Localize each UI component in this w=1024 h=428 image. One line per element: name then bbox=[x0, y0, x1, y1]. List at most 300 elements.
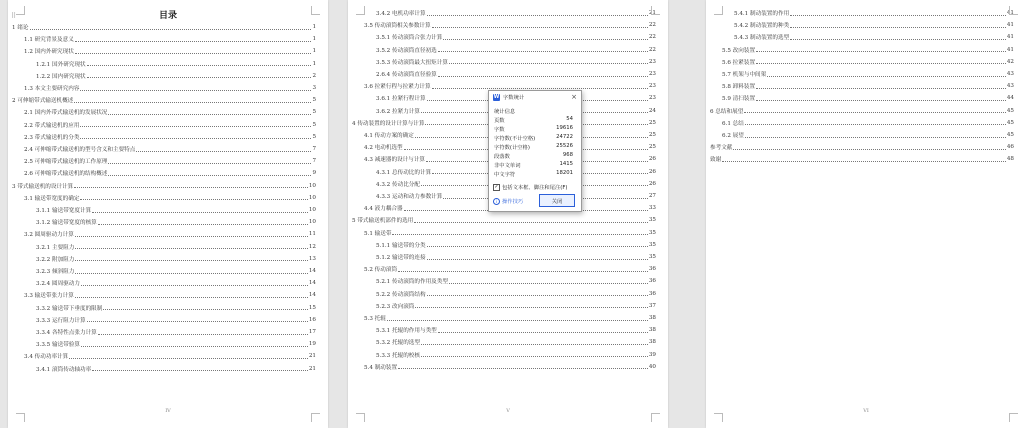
toc-entry[interactable] bbox=[722, 45, 1014, 55]
toc-leader-dots bbox=[756, 63, 1006, 64]
crop-mark bbox=[714, 413, 723, 422]
toc-entry[interactable] bbox=[24, 120, 316, 130]
toc-entry-title: 1.3 本文主要研究内容 bbox=[24, 86, 80, 92]
toc-entry-title: 3.6.1 拉紧行程计算 bbox=[376, 96, 426, 103]
toc-entry-title: 2.6 可伸缩带式输送机的结构概述 bbox=[24, 171, 108, 178]
close-icon[interactable]: × bbox=[571, 93, 577, 101]
toc-entry-page: 14 bbox=[308, 292, 316, 299]
toc-entry[interactable] bbox=[24, 156, 316, 166]
toc-entry[interactable] bbox=[722, 69, 1014, 79]
toc-entry-title: 5.8 卸料装置 bbox=[722, 84, 756, 91]
stat-value: 968 bbox=[562, 152, 573, 158]
toc-entry-title: 5.4 制动装置 bbox=[364, 364, 398, 371]
toc-entry[interactable] bbox=[24, 132, 316, 142]
toc-entry-title: 5.3.2 托辊的选型 bbox=[376, 340, 420, 347]
toc-entry-page: 1 bbox=[312, 48, 316, 55]
toc-entry-page: 45 bbox=[1006, 119, 1014, 126]
toc-entry-page: 40 bbox=[648, 363, 656, 370]
toc-entry[interactable] bbox=[376, 32, 656, 42]
toc-leader-dots bbox=[108, 114, 311, 115]
toc-entry[interactable] bbox=[710, 142, 1014, 152]
toc-leader-dots bbox=[80, 199, 307, 200]
toc-entry-page: 22 bbox=[648, 46, 656, 53]
toc-entry[interactable] bbox=[376, 45, 656, 55]
toc-entry-title: 5.6 拉紧装置 bbox=[722, 59, 756, 66]
toc-entry[interactable] bbox=[376, 240, 656, 250]
page-number: VI bbox=[863, 408, 869, 414]
toc-entry[interactable] bbox=[24, 290, 316, 300]
toc-entry-title: 2 可伸缩带式输送机概述 bbox=[12, 98, 74, 105]
toc-entry[interactable] bbox=[12, 181, 316, 191]
toc-entry-page: 9 bbox=[312, 170, 316, 177]
toc-entry[interactable] bbox=[24, 168, 316, 178]
drag-handle-icon[interactable]: ⠿ bbox=[11, 12, 17, 20]
toc-entry[interactable] bbox=[710, 154, 1014, 164]
toc-entry[interactable] bbox=[12, 95, 316, 105]
toc-leader-dots bbox=[75, 248, 307, 249]
toc-entry-page: 15 bbox=[308, 304, 316, 311]
toc-entry-page: 5 bbox=[312, 109, 316, 116]
toc-entry[interactable] bbox=[36, 59, 316, 69]
toc-leader-dots bbox=[398, 271, 648, 272]
toc-entry-title: 4 传动装置的设计计算与计算 bbox=[352, 120, 425, 127]
toc-entry-title: 5.5 改向装置 bbox=[722, 47, 756, 54]
toc-entry-title: 1.1 研究背景及意义 bbox=[24, 37, 74, 44]
toc-entry[interactable] bbox=[734, 32, 1014, 42]
stat-row bbox=[494, 170, 573, 178]
toc-leader-dots bbox=[98, 334, 308, 335]
stat-label: 非中文单词 bbox=[494, 163, 521, 169]
toc-entry-title: 2.6.4 传动滚筒直径验算 bbox=[376, 72, 437, 78]
toc-entry-page: 21 bbox=[308, 365, 316, 372]
toc-leader-dots bbox=[438, 76, 648, 77]
toc-leader-dots bbox=[756, 51, 1006, 52]
toc-leader-dots bbox=[745, 137, 1006, 138]
crop-mark bbox=[356, 6, 365, 15]
toc-leader-dots bbox=[745, 124, 1006, 125]
toc-entry[interactable] bbox=[36, 71, 316, 81]
toc-entry-title: 5.3.3 托辊的校核 bbox=[376, 352, 420, 359]
toc-entry[interactable] bbox=[710, 106, 1014, 116]
toc-entry-page: 23 bbox=[648, 58, 656, 65]
toc-entry-title: 3.2.4 圆周驱动力 bbox=[36, 281, 80, 288]
toc-entry-title: 3.5.2 传动滚筒直径初选 bbox=[376, 47, 437, 54]
toc-entry[interactable] bbox=[36, 327, 316, 337]
toc-entry-page: 12 bbox=[308, 243, 316, 250]
checkbox-check-icon[interactable]: ✓ bbox=[494, 183, 499, 190]
toc-entry[interactable] bbox=[722, 81, 1014, 91]
toc-entry-title: 4.1 传动方案的确定 bbox=[364, 133, 414, 139]
toc-leader-dots bbox=[722, 161, 1006, 162]
toc-entry-page: 26 bbox=[648, 180, 656, 187]
toc-leader-dots bbox=[75, 53, 312, 54]
toc-entry-page: 16 bbox=[308, 316, 316, 323]
toc-entry-page: 41 bbox=[1006, 22, 1014, 29]
toc-leader-dots bbox=[387, 320, 648, 321]
toc-entry-title: 1.2 国内外研究现状 bbox=[24, 49, 74, 56]
toc-leader-dots bbox=[414, 222, 648, 223]
toc-entry-page: 41 bbox=[1006, 10, 1014, 16]
toc-entry-page: 48 bbox=[1006, 156, 1014, 163]
toc-entry-title: 1.2.1 国外研究现状 bbox=[36, 61, 86, 68]
toc-entry-title: 3.6 拉紧行程与拉紧力计算 bbox=[364, 84, 431, 91]
toc-entry[interactable] bbox=[722, 93, 1014, 103]
toc-entry[interactable] bbox=[734, 8, 1014, 18]
toc-leader-dots bbox=[74, 187, 308, 188]
toc-entry[interactable] bbox=[36, 254, 316, 264]
toc-entry-title: 3.4 传动功率计算 bbox=[24, 354, 69, 361]
toc-leader-dots bbox=[733, 149, 1005, 150]
toc-entry-title: 6.2 展望 bbox=[722, 133, 744, 139]
toc-entry[interactable] bbox=[376, 69, 656, 79]
toc-entry[interactable] bbox=[24, 193, 316, 203]
stat-label: 页数 bbox=[494, 118, 505, 124]
toc-entry-page: 22 bbox=[648, 22, 656, 29]
stat-value: 19616 bbox=[556, 125, 573, 131]
toc-leader-dots bbox=[80, 138, 311, 139]
toc-entry-page: 17 bbox=[308, 329, 316, 335]
crop-mark bbox=[651, 413, 660, 422]
toc-entry-title: 致谢 bbox=[710, 157, 722, 164]
toc-entry-page: 10 bbox=[308, 194, 316, 201]
toc-entry-page: 43 bbox=[1006, 83, 1014, 90]
toc-entry[interactable] bbox=[364, 228, 656, 238]
tips-label: 操作技巧 bbox=[502, 199, 524, 205]
toc-leader-dots bbox=[80, 126, 311, 127]
stat-value: 18201 bbox=[556, 170, 573, 176]
toc-entry[interactable] bbox=[36, 266, 316, 276]
toc-leader-dots bbox=[75, 236, 308, 237]
toc-leader-dots bbox=[756, 100, 1006, 101]
toc-entry[interactable] bbox=[12, 22, 316, 32]
toc-entry-page: 5 bbox=[312, 121, 316, 128]
toc-entry-page: 21 bbox=[308, 353, 316, 360]
toc-entry[interactable] bbox=[36, 339, 316, 349]
toc-entry-page: 21 bbox=[648, 10, 656, 16]
toc-entry-title: 3.5.3 传动滚筒最大扭矩计算 bbox=[376, 59, 448, 66]
toc-entry-page: 35 bbox=[648, 217, 656, 224]
toc-entry-title: 3.2 圆周驱动力计算 bbox=[24, 232, 74, 239]
toc-entry[interactable] bbox=[364, 264, 656, 274]
toc-leader-dots bbox=[74, 102, 311, 103]
toc-leader-dots bbox=[744, 112, 1006, 113]
toc-entry[interactable] bbox=[376, 325, 656, 335]
toc-leader-dots bbox=[136, 151, 311, 152]
toc-leader-dots bbox=[756, 88, 1006, 89]
close-button[interactable]: 关闭 bbox=[539, 194, 575, 207]
toc-entry[interactable] bbox=[24, 144, 316, 154]
toc-entry-title: 3.1.2 输送带宽度的核算 bbox=[36, 220, 97, 227]
stat-value: 25526 bbox=[556, 143, 573, 149]
toc-entry-title: 5.9 清扫装置 bbox=[722, 96, 756, 103]
toc-leader-dots bbox=[81, 346, 308, 347]
stat-value: 1415 bbox=[559, 161, 573, 167]
toc-entry-title: 3.4.2 电机功率计算 bbox=[376, 11, 426, 17]
toc-entry-page: 24 bbox=[648, 107, 656, 114]
stat-row bbox=[494, 143, 573, 151]
crop-mark bbox=[648, 6, 660, 16]
toc-entry-title: 4.3.1 总传动比的计算 bbox=[376, 169, 432, 176]
tips-link[interactable] bbox=[493, 197, 523, 205]
toc-entry-title: 2.3 带式输送机的分类 bbox=[24, 134, 80, 141]
toc-entry-title: 4.3 减速器的设计与计算 bbox=[364, 157, 426, 164]
crop-mark bbox=[714, 6, 723, 15]
toc-leader-dots bbox=[790, 15, 1006, 16]
toc-entry-page: 5 bbox=[312, 133, 316, 140]
toc-entry-title: 3.3.4 各特性点张力计算 bbox=[36, 330, 97, 336]
toc-entry[interactable] bbox=[36, 205, 316, 215]
toc-entry-page: 44 bbox=[1006, 95, 1014, 102]
toc-leader-dots bbox=[443, 39, 648, 40]
toc-entry-page: 38 bbox=[648, 327, 656, 334]
toc-entry-page: 42 bbox=[1006, 58, 1014, 65]
toc-entry[interactable] bbox=[24, 46, 316, 56]
toc-entry[interactable] bbox=[24, 107, 316, 117]
toc-leader-dots bbox=[87, 65, 312, 66]
toc-entry-page: 1 bbox=[312, 24, 316, 30]
toc-entry-page: 14 bbox=[308, 280, 316, 287]
toc-entry-page: 43 bbox=[1006, 71, 1014, 77]
toc-entry[interactable] bbox=[36, 217, 316, 227]
toc-leader-dots bbox=[427, 15, 648, 16]
toc-entry-title: 3.3.2 输送带下垂度的限制 bbox=[36, 305, 103, 312]
toc-leader-dots bbox=[438, 51, 648, 52]
toc-leader-dots bbox=[415, 307, 647, 308]
toc-leader-dots bbox=[87, 321, 308, 322]
toc-entry-title: 5.7 机架与中间架 bbox=[722, 72, 767, 78]
toc-leader-dots bbox=[438, 332, 648, 333]
toc-entry-title: 2.1 国内外带式输送机的发展状况 bbox=[24, 110, 108, 117]
toc-entry-page: 2 bbox=[312, 72, 316, 79]
stat-label: 字数 bbox=[494, 127, 505, 133]
include-textbox-checkbox[interactable] bbox=[493, 183, 567, 191]
toc-entry[interactable] bbox=[722, 118, 1014, 128]
toc-entry-page: 35 bbox=[648, 229, 656, 236]
crop-mark bbox=[1006, 6, 1018, 16]
toc-entry[interactable] bbox=[364, 313, 656, 323]
toc-leader-dots bbox=[427, 295, 648, 296]
document-page-3 bbox=[706, 0, 1024, 428]
toc-entry-page: 36 bbox=[648, 290, 656, 297]
dialog-title: 字数统计 bbox=[503, 95, 525, 101]
checkbox-label: 包括文本框、脚注和尾注(F) bbox=[502, 185, 568, 191]
toc-leader-dots bbox=[75, 41, 312, 42]
toc-entry[interactable] bbox=[376, 301, 656, 311]
toc-entry-page: 11 bbox=[308, 231, 316, 238]
stat-label: 字符数(不计空格) bbox=[494, 136, 536, 142]
toc-leader-dots bbox=[790, 39, 1006, 40]
toc-entry[interactable] bbox=[376, 252, 656, 262]
toc-entry[interactable] bbox=[722, 57, 1014, 67]
toc-entry-title: 3 带式输送机的设计计算 bbox=[12, 183, 74, 190]
toc-entry-title: 4.3.3 运动和动力参数计算 bbox=[376, 194, 443, 200]
toc-leader-dots bbox=[449, 283, 648, 284]
toc-entry-title: 4.2 电动机选型 bbox=[364, 145, 403, 152]
toc-entry[interactable] bbox=[24, 229, 316, 239]
page-number: V bbox=[506, 408, 510, 414]
toc-title: 目录 bbox=[158, 11, 177, 21]
toc-leader-dots bbox=[427, 259, 648, 260]
stat-row bbox=[494, 125, 573, 133]
toc-entry[interactable] bbox=[376, 276, 656, 286]
toc-entry[interactable] bbox=[24, 351, 316, 361]
crop-mark bbox=[311, 413, 320, 422]
crop-mark bbox=[311, 6, 320, 15]
toc-entry[interactable] bbox=[734, 20, 1014, 30]
toc-entry-page: 1 bbox=[312, 60, 316, 67]
toc-entry-title: 5.2.1 传动滚筒的作用及类型 bbox=[376, 279, 448, 286]
toc-entry-page: 25 bbox=[648, 132, 656, 138]
toc-entry-title: 3.6.2 拉紧力计算 bbox=[376, 108, 420, 115]
toc-entry-title: 4.3.2 传动比分配 bbox=[376, 181, 420, 188]
toc-entry-page: 37 bbox=[648, 302, 656, 309]
toc-entry-title: 5.3 托辊 bbox=[364, 316, 386, 322]
stat-value: 54 bbox=[566, 116, 573, 122]
toc-entry[interactable] bbox=[376, 337, 656, 347]
crop-mark bbox=[1009, 413, 1018, 422]
toc-entry[interactable] bbox=[722, 130, 1014, 140]
toc-entry-title: 3.3.3 运行阻力计算 bbox=[36, 317, 86, 324]
toc-leader-dots bbox=[398, 368, 648, 369]
toc-leader-dots bbox=[432, 88, 648, 89]
toc-entry-page: 22 bbox=[648, 34, 656, 41]
toc-leader-dots bbox=[392, 234, 647, 235]
toc-entry[interactable] bbox=[376, 8, 656, 18]
toc-leader-dots bbox=[767, 76, 1006, 77]
toc-entry-page: 35 bbox=[648, 241, 656, 248]
toc-entry-title: 5.1.1 输送带的分类 bbox=[376, 242, 426, 249]
toc-leader-dots bbox=[108, 175, 311, 176]
toc-entry-page: 41 bbox=[1006, 46, 1014, 53]
toc-entry-title: 6 总结和展望 bbox=[710, 108, 744, 115]
toc-entry-title: 6.1 总结 bbox=[722, 120, 744, 127]
crop-mark bbox=[356, 413, 365, 422]
toc-entry-page: 3 bbox=[312, 85, 316, 91]
toc-entry-page: 23 bbox=[648, 83, 656, 90]
toc-entry-title: 1 绪论 bbox=[12, 25, 29, 31]
toc-entry-page: 13 bbox=[308, 255, 316, 262]
toc-entry-page: 38 bbox=[648, 315, 656, 321]
toc-leader-dots bbox=[80, 90, 311, 91]
toc-entry[interactable] bbox=[376, 57, 656, 67]
wps-logo-icon: W bbox=[493, 94, 500, 100]
toc-entry[interactable] bbox=[364, 20, 656, 30]
document-page-1 bbox=[8, 0, 328, 428]
stat-row bbox=[494, 161, 573, 169]
toc-entry-page: 26 bbox=[648, 168, 656, 175]
stat-label: 字符数(计空格) bbox=[494, 145, 530, 151]
toc-entry-page: 45 bbox=[1006, 132, 1014, 138]
toc-entry-page: 10 bbox=[308, 219, 316, 226]
toc-entry-title: 5.4.3 制动装置的选型 bbox=[734, 35, 790, 42]
toc-entry-title: 参考文献 bbox=[710, 145, 733, 152]
toc-entry-page: 23 bbox=[648, 71, 656, 77]
toc-entry[interactable] bbox=[24, 34, 316, 44]
toc-entry-page: 45 bbox=[1006, 107, 1014, 114]
stat-row bbox=[494, 116, 573, 124]
toc-entry[interactable] bbox=[376, 350, 656, 360]
toc-entry-page: 26 bbox=[648, 156, 656, 163]
toc-entry-title: 5 带式输送机部件的选用 bbox=[352, 218, 414, 225]
toc-entry-title: 3.3.5 输送带验算 bbox=[36, 342, 80, 349]
toc-entry[interactable] bbox=[36, 278, 316, 288]
stat-row bbox=[494, 134, 573, 142]
toc-leader-dots bbox=[108, 163, 311, 164]
toc-entry-page: 36 bbox=[648, 266, 656, 273]
toc-entry-title: 2.5 可伸缩带式输送机的工作原理 bbox=[24, 159, 108, 166]
toc-entry-page: 41 bbox=[1006, 34, 1014, 41]
toc-entry-title: 5.2.3 改向滚筒 bbox=[376, 303, 415, 310]
toc-entry-title: 5.4.1 制动装置的作用 bbox=[734, 11, 790, 17]
toc-entry-title: 3.1.1 输送带宽度计算 bbox=[36, 208, 92, 214]
toc-entry[interactable] bbox=[36, 315, 316, 325]
toc-leader-dots bbox=[421, 356, 648, 357]
toc-entry[interactable] bbox=[36, 303, 316, 313]
toc-entry[interactable] bbox=[376, 289, 656, 299]
toc-entry[interactable] bbox=[364, 362, 656, 372]
toc-entry-page: 46 bbox=[1006, 144, 1014, 151]
toc-entry-title: 3.5.1 传动滚筒合张力计算 bbox=[376, 35, 443, 42]
stat-row bbox=[494, 152, 573, 160]
toc-entry-page: 25 bbox=[648, 144, 656, 151]
toc-leader-dots bbox=[427, 246, 648, 247]
toc-entry-title: 2.4 可伸缩带式输送机的型号含义和主要特点 bbox=[24, 147, 136, 153]
toc-leader-dots bbox=[75, 297, 308, 298]
toc-entry-title: 3.5 传动滚筒相关参数计算 bbox=[364, 23, 431, 30]
toc-leader-dots bbox=[75, 260, 307, 261]
toc-leader-dots bbox=[790, 27, 1006, 28]
toc-leader-dots bbox=[449, 63, 648, 64]
toc-entry-page: 39 bbox=[648, 351, 656, 358]
toc-leader-dots bbox=[75, 273, 307, 274]
toc-entry-page: 27 bbox=[648, 193, 656, 199]
word-count-dialog bbox=[488, 90, 582, 212]
toc-entry[interactable] bbox=[36, 364, 316, 374]
toc-entry-page: 23 bbox=[648, 95, 656, 102]
crop-mark bbox=[16, 6, 25, 15]
toc-leader-dots bbox=[69, 358, 308, 359]
toc-entry-title: 2.2 带式输送机的应用 bbox=[24, 122, 80, 129]
toc-leader-dots bbox=[432, 27, 648, 28]
toc-entry-title: 5.1.2 输送带的连接 bbox=[376, 255, 426, 261]
stat-value: 24722 bbox=[556, 134, 573, 140]
toc-entry[interactable] bbox=[24, 83, 316, 93]
toc-leader-dots bbox=[98, 224, 308, 225]
stat-label: 中文字符 bbox=[494, 172, 516, 178]
toc-entry[interactable] bbox=[352, 215, 656, 225]
toc-entry-title: 4.4 液力耦合器 bbox=[364, 206, 403, 213]
toc-entry-page: 10 bbox=[308, 207, 316, 213]
toc-entry-page: 38 bbox=[648, 339, 656, 346]
toc-leader-dots bbox=[421, 344, 648, 345]
toc-entry-page: 35 bbox=[648, 254, 656, 260]
toc-entry-title: 3.1 输送带宽度的确定 bbox=[24, 195, 80, 202]
toc-entry-page: 7 bbox=[312, 158, 316, 165]
toc-entry-title: 3.2.1 主要阻力 bbox=[36, 244, 75, 251]
toc-leader-dots bbox=[92, 212, 308, 213]
toc-entry-page: 36 bbox=[648, 278, 656, 285]
toc-entry-title: 3.3 输送带张力计算 bbox=[24, 293, 74, 300]
dialog-header[interactable] bbox=[489, 91, 581, 103]
toc-entry-page: 19 bbox=[308, 341, 316, 348]
toc-entry[interactable] bbox=[36, 242, 316, 252]
toc-entry-page: 14 bbox=[308, 268, 316, 274]
toc-entry-page: 25 bbox=[648, 119, 656, 126]
stat-label: 段落数 bbox=[494, 154, 510, 160]
section-heading: 统计信息 bbox=[494, 109, 516, 115]
toc-entry-page: 7 bbox=[312, 146, 316, 152]
toc-leader-dots bbox=[87, 77, 312, 78]
